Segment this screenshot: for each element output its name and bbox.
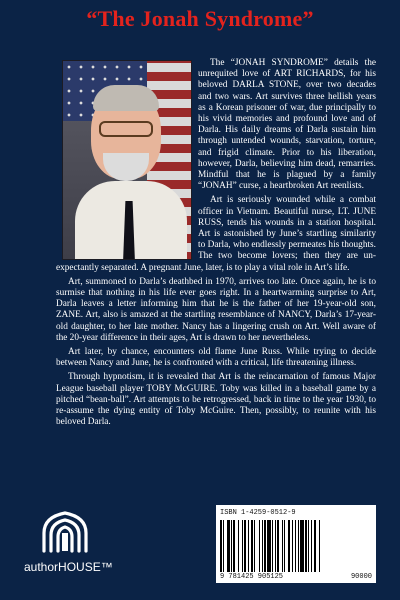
blurb-paragraph: Art is seriously wounded while a combat officer in Vietnam. Beautiful nurse, LT. JUNE RUSS, tends his wounds in a station hospital. Art is astonished by June’s startling similarity to Darla, who endlessly permeates his thoughts. The two become lovers; then they are un-expectantly separated. A pregnant June, later, is to play a vital role in Art’s life. [56,195,376,273]
barcode-bar [242,520,243,572]
blurb-paragraph: Art later, by chance, encounters old flame June Russ. While trying to decide between Nancy and June, he is confronted with a critical, life threatening illness. [56,347,376,369]
barcode-bar [292,520,293,572]
blurb-paragraph: The “JONAH SYNDROME” details the unrequited love of ART RICHARDS, for his beloved DARLA STONE, over two decades and two wars. Art survives three hellish years as a Korean prisoner of war, due principally to his vivid memories and profound love and of Darla. His daily dreams of Darla sustain him through untended wounds, starvation, torture, and frigid climate. Prior to his liberation, however, Darla, believing him dead, remarries. Mindful that he is plagued by a family “JONAH” curse, a heartbroken Art reenlists. [198,58,376,192]
publisher-name: authorHOUSE™ [24,560,113,574]
barcode-bar [311,520,312,572]
book-title: “The Jonah Syndrome” [86,6,314,31]
blurb-paragraph: Art, summoned to Darla’s deathbed in 1970, arrives too late. Once again, he is to surmise that nothing in his life ever goes right. In a heartwarming surprise to Art, Darla leaves a letter informing him that he is the father of her 19-year-old son, ZANE. Art, also is amazed at the startling resemblance of NANCY, Darla’s 17-year-old daughter, to her late mother. Nancy has a lingering crush on Art. Well aware of the 20-year difference in their ages, Art is drawn to her nevertheless. [56,276,376,343]
barcode-bar [284,520,285,572]
barcode-bar [238,520,239,572]
barcode-bar [223,520,224,572]
barcode-bar [254,520,255,572]
barcode-bar [227,520,230,572]
blurb-paragraph: Through hypnotism, it is revealed that Art is the reincarnation of famous Major League baseball player TOBY McGUIRE. Toby was killed in a baseball game by a pitched “bean-ball”. Art attempts to be retrogressed, back in time to the year 1930, to re-assume the dying entity of Toby McGuire. Then, possibly, to reunite with his beloved Darla. [56,372,376,428]
barcode-bar [308,520,309,572]
barcode-bars [220,520,372,572]
price-code: 90000 [350,573,372,581]
barcode-bar [300,520,303,572]
barcode-digits: 9 781425 905125 [220,573,284,581]
barcode-bar [244,520,246,572]
barcode-bar [231,520,232,572]
barcode-bar [272,520,273,572]
authorhouse-logo-icon [38,509,92,557]
barcode-bar [295,520,296,572]
barcode-number [220,573,372,581]
barcode-bar [220,520,222,572]
barcode [216,505,376,583]
isbn-label: ISBN 1-4259-0512-9 [220,509,296,517]
barcode-bar [282,520,283,572]
barcode-bar [262,520,263,572]
barcode-bar [288,520,290,572]
barcode-bar [259,520,260,572]
barcode-bar [319,520,320,572]
barcode-bar [277,520,279,572]
barcode-bar [233,520,235,572]
barcode-bar [251,520,253,572]
barcode-bar [298,520,299,572]
back-cover-blurb [56,58,376,432]
barcode-bar [248,520,249,572]
barcode-bar [264,520,266,572]
barcode-bar [314,520,316,572]
barcode-bar [305,520,307,572]
barcode-bar [267,520,270,572]
barcode-bar [275,520,276,572]
